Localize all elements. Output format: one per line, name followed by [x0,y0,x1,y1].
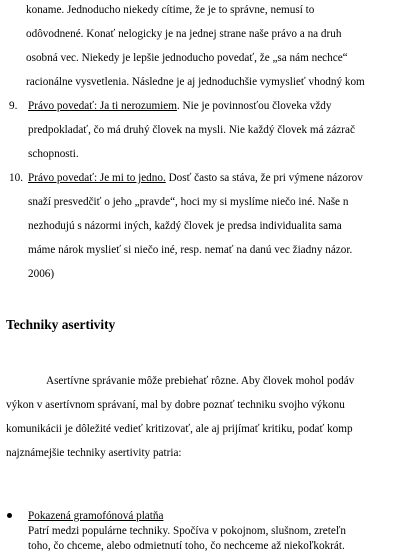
text-span: Dosť často sa stáva, že pri výmene názorov [165,172,363,184]
text-span: . Nie je povinnosťou človeka vždy [176,100,332,112]
text-line: koname. Jednoducho niekedy cítime, že je to správne, nemusí to [26,4,315,16]
bullet-icon [7,513,12,518]
section-heading: Techniky asertivity [6,317,116,332]
bullet-title: Pokazená gramofónová platňa [28,510,164,522]
text-line: odôvodnené. Konať nelogicky je na jednej strane naše právo a na druh [26,28,342,40]
text-line: toho, čo chceme, alebo odmietnutí toho, čo nechceme až niekoľkokrát. [28,540,345,552]
right-title: Právo povedať: Ja ti nerozumiem [28,100,177,112]
text-line: nezhodujú s názormi iných, každý človek je predsa individualita sama [28,220,342,232]
list-number: 10. [9,172,23,184]
text-line: najznámejšie techniky asertivity patria: [6,447,182,459]
text-line: schopnosti. [28,148,79,160]
text-line: osobná vec. Niekedy je lepšie jednoducho povedať, že „sa nám nechce“ [26,52,348,64]
text-line: 2006) [28,268,55,280]
list-number: 9. [9,100,18,112]
text-line: komunikácii je dôležité vedieť kritizovať, ale aj prijímať kritiku, podať komp [6,423,353,435]
text-line: výkon v asertívnom správaní, mal by dobre poznať techniku svojho výkonu [6,399,345,411]
text-line: máme nárok myslieť si niečo iné, resp. nemať na danú vec žiadny názor. [28,244,353,256]
text-line: racionálne vysvetlenia. Následne je aj jednoduchšie vymyslieť vhodný kom [26,76,365,88]
text-line: Patrí medzi populárne techniky. Spočíva v pokojnom, slušnom, zreteľn [28,525,346,537]
text-line: predpokladať, čo má druhý človek na mysli. Nie každý človek má zázrač [28,124,355,136]
text-line: snaží presvedčiť o jeho „pravde“, hoci my si myslíme niečo iné. Naše n [28,196,349,208]
list-item-line [28,99,331,113]
right-title: Právo povedať: Je mi to jedno. [28,172,166,184]
list-item-line [28,171,363,185]
text-line: Asertívne správanie môže prebiehať rôzne. Aby človek mohol podáv [46,375,355,387]
